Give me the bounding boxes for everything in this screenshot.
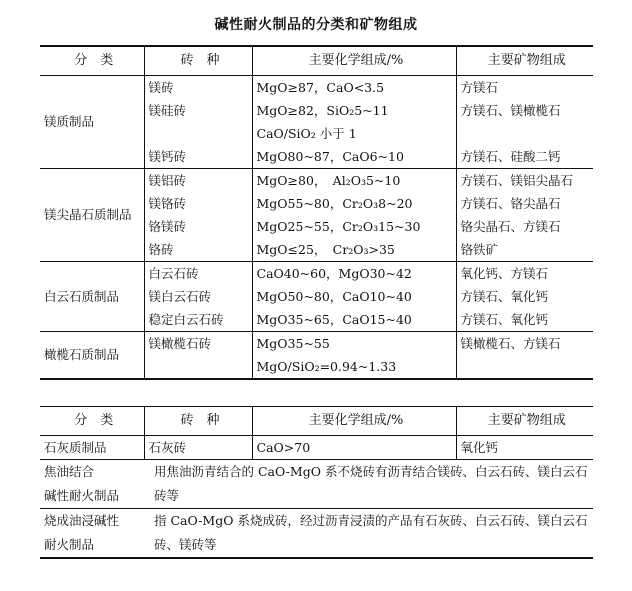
header-category: 分 类 [40,46,144,76]
brick-cell: 镁钙砖 [144,145,252,169]
mineral-cell: 氧化钙 [456,436,593,460]
category-cell: 镁质制品 [40,76,144,169]
table-row [40,169,593,193]
brick-cell: 镁橄榄石砖 [144,332,252,356]
brick-cell: 石灰砖 [144,436,252,460]
mineral-cell: 铬铁矿 [456,238,593,262]
mineral-cell [456,355,593,379]
mineral-cell: 镁橄榄石、方镁石 [456,332,593,356]
chem-cell: MgO55~80，Cr₂O₃8~20 [252,192,456,215]
mineral-cell: 方镁石、镁橄榄石 [456,99,593,122]
table-header-row [40,46,593,76]
chem-cell: MgO≥80， Al₂O₃5~10 [252,169,456,193]
brick-cell: 铬镁砖 [144,215,252,238]
brick-cell: 铬砖 [144,238,252,262]
category-cell: 橄榄石质制品 [40,332,144,380]
chem-cell: CaO/SiO₂ 小于 1 [252,122,456,145]
table-row [40,436,593,460]
brick-cell: 镁硅砖 [144,99,252,122]
header-chem: 主要化学组成/% [252,407,456,436]
mineral-cell: 方镁石、硅酸二钙 [456,145,593,169]
header-category: 分 类 [40,407,144,436]
brick-cell: 白云石砖 [144,262,252,286]
table-row [40,509,593,559]
chem-cell: MgO/SiO₂=0.94~1.33 [252,355,456,379]
classification-table-continued [40,406,593,559]
table-row [40,76,593,100]
chem-cell: CaO>70 [252,436,456,460]
table-row [40,332,593,356]
brick-cell [144,122,252,145]
description-cell: 指 CaO-MgO 系烧成砖，经过沥青浸渍的产品有石灰砖、白云石砖、镁白云石砖、镁砖等 [144,509,593,559]
category-cell [40,460,144,509]
classification-table [40,45,593,380]
chem-cell: MgO80~87，CaO6~10 [252,145,456,169]
mineral-cell: 铬尖晶石、方镁石 [456,215,593,238]
brick-cell: 稳定白云石砖 [144,308,252,332]
table-header-row [40,407,593,436]
header-chem: 主要化学组成/% [252,46,456,76]
description-cell: 用焦油沥青结合的 CaO-MgO 系不烧砖有沥青结合镁砖、白云石砖、镁白云石砖等 [144,460,593,509]
header-brick: 砖 种 [144,46,252,76]
header-mineral: 主要矿物组成 [456,46,593,76]
category-line: 耐火制品 [44,537,95,552]
brick-cell: 镁铝砖 [144,169,252,193]
category-line: 碱性耐火制品 [44,488,120,503]
brick-cell: 镁砖 [144,76,252,100]
chem-cell: CaO40~60，MgO30~42 [252,262,456,286]
mineral-cell: 方镁石 [456,76,593,100]
brick-cell [144,355,252,379]
chem-cell: MgO35~55 [252,332,456,356]
table-row [40,460,593,509]
category-cell [40,509,144,559]
mineral-cell [456,122,593,145]
chem-cell: MgO25~55，Cr₂O₃15~30 [252,215,456,238]
table-row [40,262,593,286]
category-cell: 白云石质制品 [40,262,144,332]
brick-cell: 镁铬砖 [144,192,252,215]
chem-cell: MgO≥87，CaO<3.5 [252,76,456,100]
chem-cell: MgO≥82，SiO₂5~11 [252,99,456,122]
category-cell: 石灰质制品 [40,436,144,460]
mineral-cell: 方镁石、氧化钙 [456,285,593,308]
header-brick: 砖 种 [144,407,252,436]
mineral-cell: 方镁石、铬尖晶石 [456,192,593,215]
header-mineral: 主要矿物组成 [456,407,593,436]
mineral-cell: 方镁石、氧化钙 [456,308,593,332]
mineral-cell: 氧化钙、方镁石 [456,262,593,286]
chem-cell: MgO35~65，CaO15~40 [252,308,456,332]
page-title: 碱性耐火制品的分类和矿物组成 [214,17,418,33]
chem-cell: MgO50~80，CaO10~40 [252,285,456,308]
category-line: 焦油结合 [44,464,95,479]
category-line: 烧成油浸碱性 [44,513,120,528]
mineral-cell: 方镁石、镁铝尖晶石 [456,169,593,193]
category-cell: 镁尖晶石质制品 [40,169,144,262]
chem-cell: MgO≤25， Cr₂O₃>35 [252,238,456,262]
brick-cell: 镁白云石砖 [144,285,252,308]
